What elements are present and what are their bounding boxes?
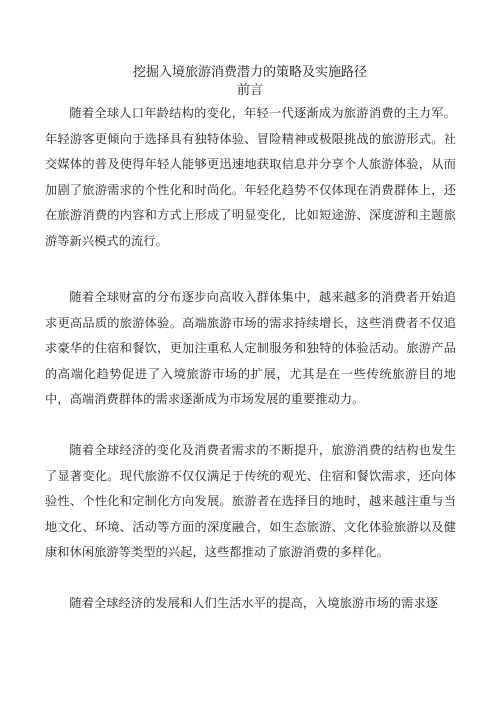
paragraph: 随着全球人口年龄结构的变化，年轻一代逐渐成为旅游消费的主力军。年轻游客更倾向于选择具有独特体验、冒险精神或极限挑战的旅游形式。社交媒体的普及使得年轻人能够更迅速地获取信息并分享个人旅游体验，从而加剧了旅游需求的个性化和时尚化。年轻化趋势不仅体现在消费群体上，还在旅游消费的内容和方式上形成了明显变化，比如短途游、深度游和主题旅游等新兴模式的流行。 (45, 106, 456, 248)
section-heading: 前言 (236, 83, 263, 98)
paragraph: 随着全球财富的分布逐步向高收入群体集中，越来越多的消费者开始追求更高品质的旅游体验。高端旅游市场的需求持续增长，这些消费者不仅追求豪华的住宿和餐饮，更加注重私人定制服务和独特的体验活动。旅游产品的高端化趋势促进了入境旅游市场的扩展，尤其是在一些传统旅游目的地中，高端消费群体的需求逐渐成为市场发展的重要推动力。 (45, 290, 456, 406)
paragraph: 随着全球经济的发展和人们生活水平的提高，入境旅游市场的需求逐 (69, 596, 439, 610)
document-title: 挖掘入境旅游消费潜力的策略及实施路径 (132, 65, 367, 80)
paragraph: 随着全球经济的变化及消费者需求的不断提升，旅游消费的结构也发生了显著变化。现代旅游不仅仅满足于传统的观光、住宿和餐饮需求，还向体验性、个性化和定制化方向发展。旅游者在选择目的地时，越来越注重与当地文化、环境、活动等方面的深度融合，如生态旅游、文化体验旅游以及健康和休闲旅游等类型的兴起，这些都推动了旅游消费的多样化。 (45, 443, 456, 559)
